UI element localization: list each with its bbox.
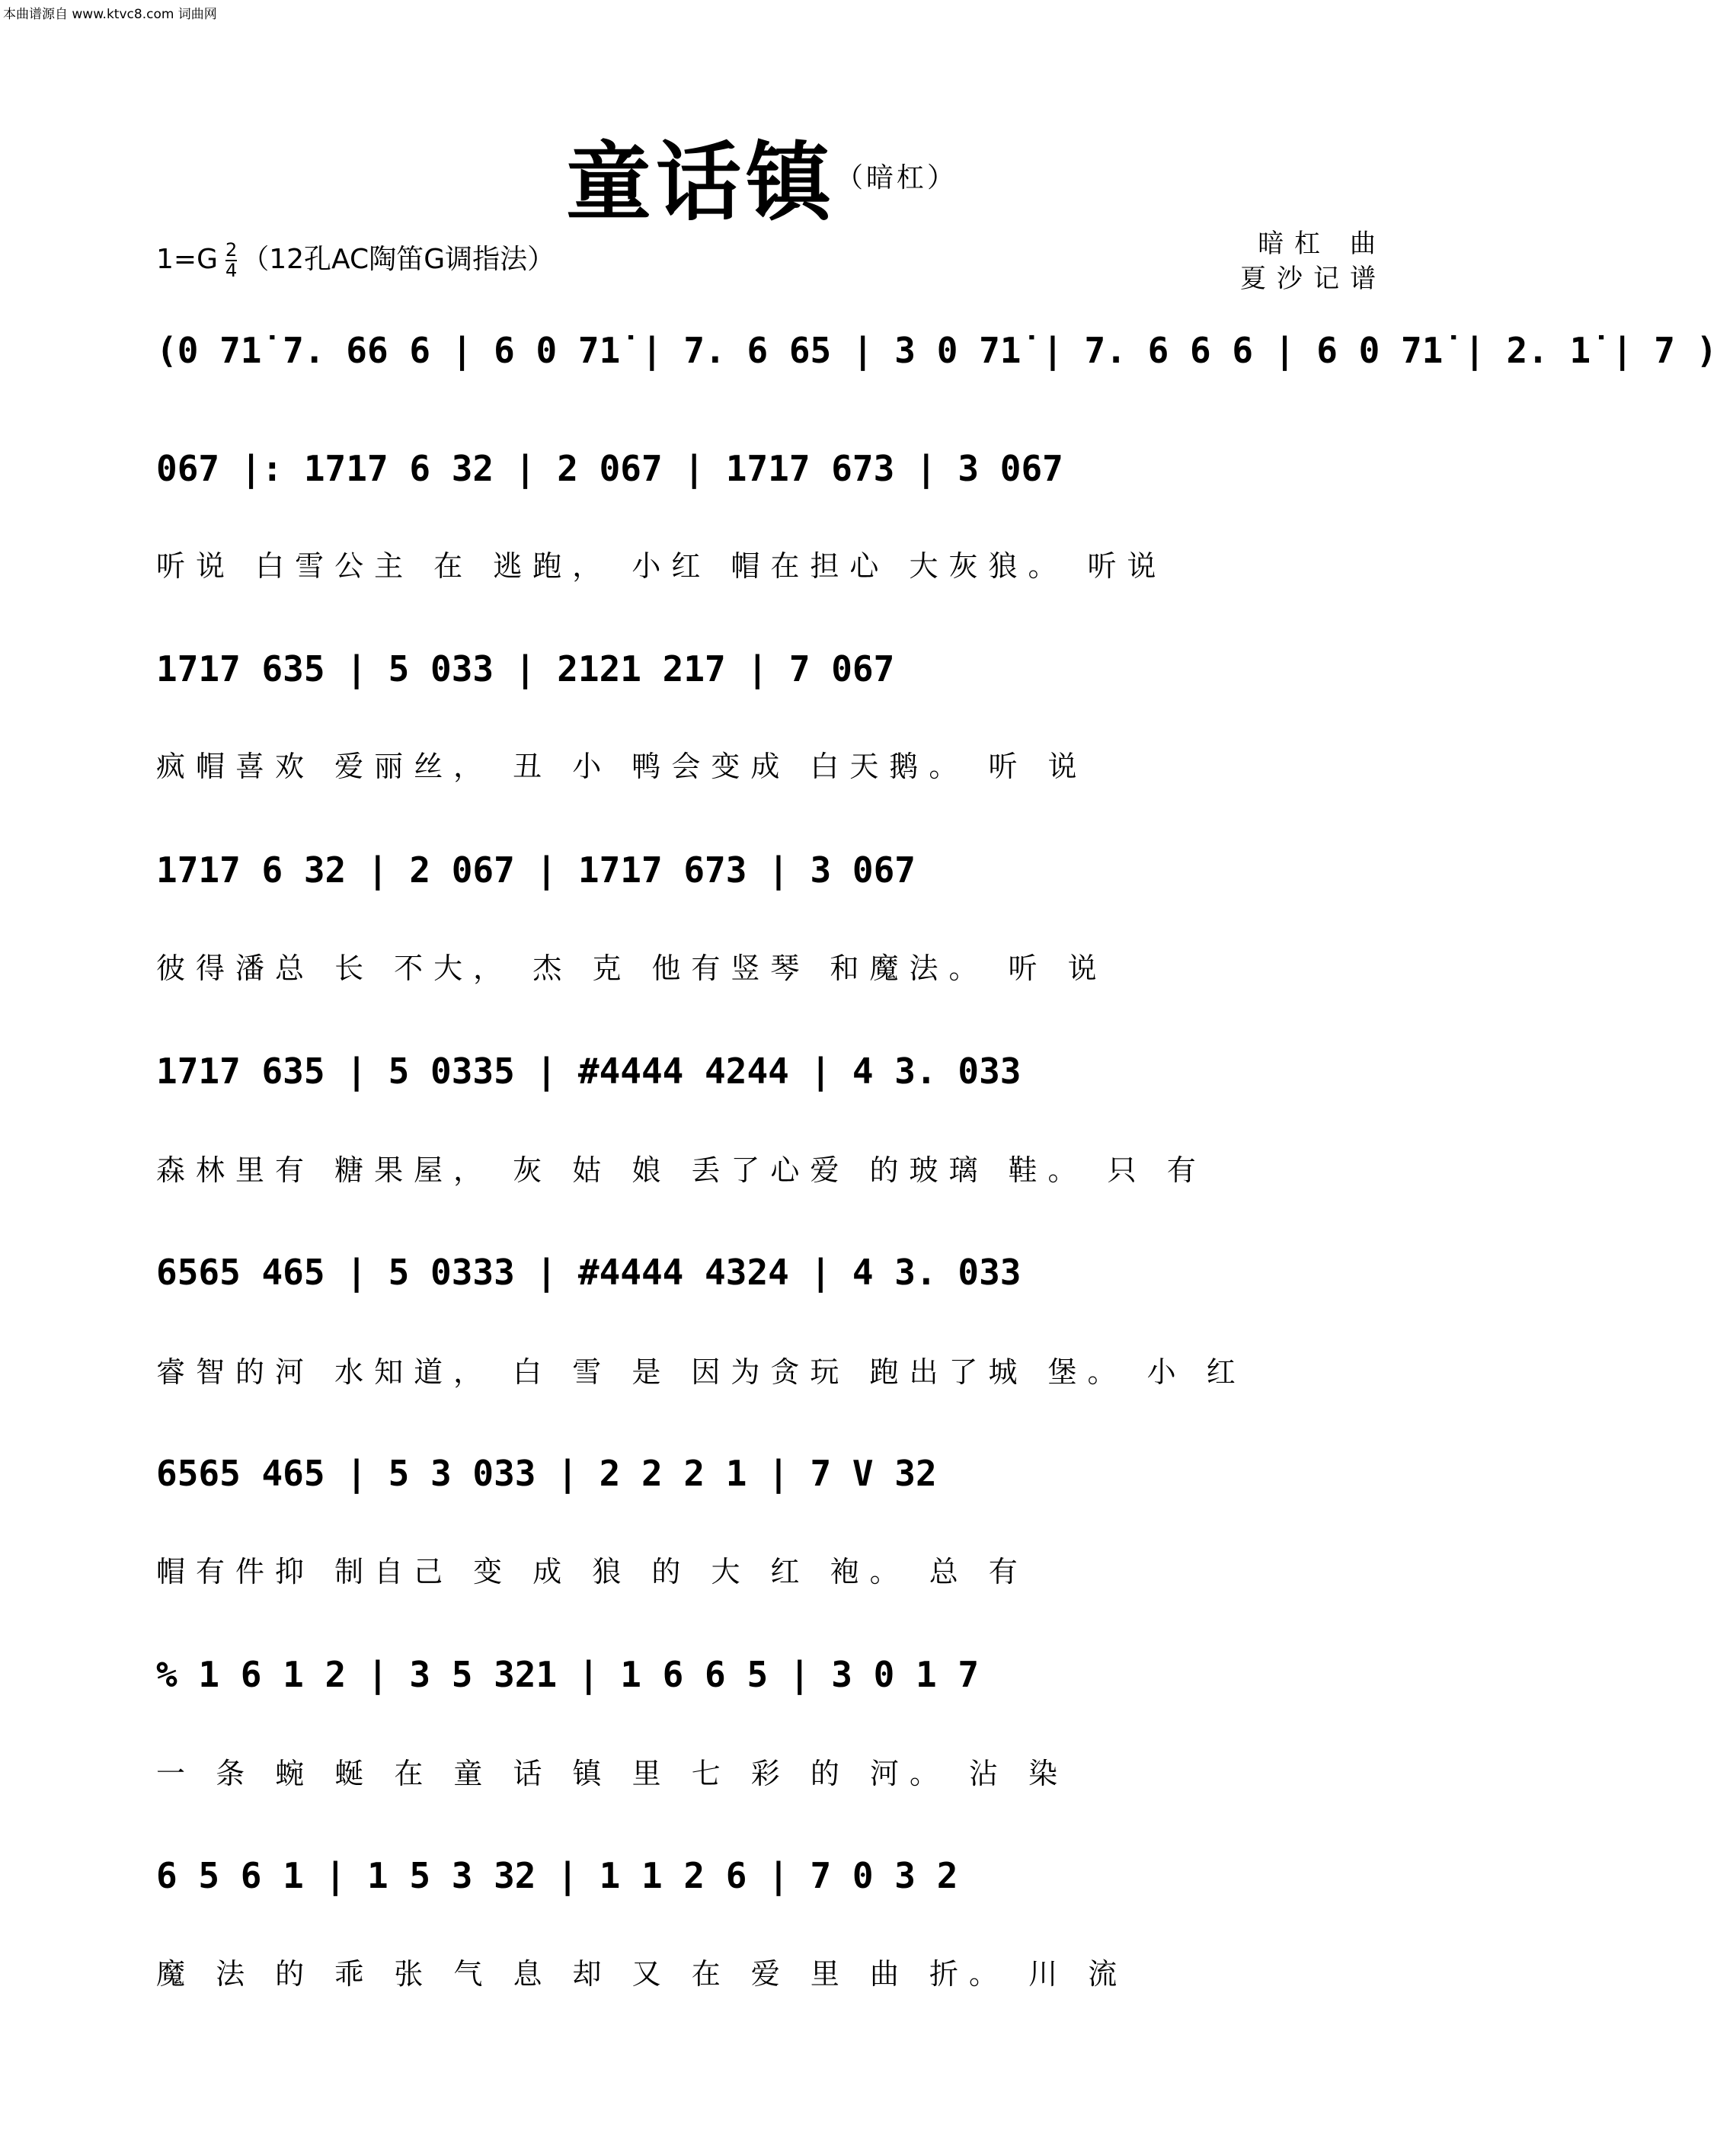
notation-line: (0 71̇ 7. 66 6 | 6 0 71̇ | 7. 6 65 | 3 0 71̇ | 7. 6 6 6 | 6 0 71̇ | 2. 1̇ | 7 ) bbox=[156, 330, 1717, 371]
notation-line: 6 5 6 1 | 1 5 3 32 | 1 1 2 6 | 7 0 3 2 bbox=[156, 1855, 958, 1896]
page-subtitle: （暗杠） bbox=[835, 162, 958, 194]
notation-line: 6565 465 | 5 3 033 | 2 2 2 1 | 7 V 32 bbox=[156, 1453, 937, 1494]
source-watermark: 本曲谱源自 www.ktvc8.com 词曲网 bbox=[3, 7, 217, 22]
instrument-note: （12孔AC陶笛G调指法） bbox=[241, 244, 555, 275]
lyrics-line: 帽有件抑 制自己 变 成 狼 的 大 红 袍。 总 有 bbox=[156, 1555, 1028, 1588]
staff-row-9 bbox=[156, 1853, 1386, 1898]
staff-row-8 bbox=[156, 1652, 1386, 1697]
notation-line: 1717 6 32 | 2 067 | 1717 673 | 3 067 bbox=[156, 849, 916, 891]
notation-line: 6565 465 | 5 0333 | #4444 4324 | 4 3. 033 bbox=[156, 1252, 1022, 1293]
staff-row-1 bbox=[156, 328, 1717, 373]
key-signature-line bbox=[156, 238, 555, 280]
staff-row-2 bbox=[156, 446, 1386, 491]
lyrics-line: 睿智的河 水知道， 白 雪 是 因为贪玩 跑出了城 堡。 小 红 bbox=[156, 1355, 1246, 1389]
notation-line: 1717 635 | 5 0335 | #4444 4244 | 4 3. 033 bbox=[156, 1051, 1022, 1092]
notation-line: 1717 635 | 5 033 | 2121 217 | 7 067 bbox=[156, 648, 895, 689]
staff-row-3 bbox=[156, 646, 1386, 692]
lyrics-line: 森林里有 糖果屋， 灰 姑 娘 丢了心爱 的玻璃 鞋。 只 有 bbox=[156, 1153, 1207, 1187]
lyrics-line: 听说 白雪公主 在 逃跑， 小红 帽在担心 大灰狼。 听说 bbox=[156, 549, 1167, 583]
key-signature: 1=G bbox=[156, 244, 218, 275]
lyrics-line: 疯帽喜欢 爱丽丝， 丑 小 鸭会变成 白天鹅。 听 说 bbox=[156, 750, 1088, 783]
notation-line: 067 |: 1717 6 32 | 2 067 | 1717 673 | 3 067 bbox=[156, 448, 1063, 489]
title-block bbox=[0, 114, 1524, 237]
staff-row-5 bbox=[156, 1048, 1386, 1094]
lyrics-line: 彼得潘总 长 不大， 杰 克 他有竖琴 和魔法。 听 说 bbox=[156, 952, 1108, 985]
staff-row-6 bbox=[156, 1249, 1386, 1295]
time-signature: $\frac{2}{4}$ bbox=[225, 239, 238, 281]
notation-line: % 1 6 1 2 | 3 5 321 | 1 6 6 5 | 3 0 1 7 bbox=[156, 1654, 980, 1695]
composer-credit: 暗杠 曲 bbox=[1258, 229, 1386, 259]
page-title: 童话镇 bbox=[565, 133, 836, 232]
lyrics-line: 一 条 蜿 蜒 在 童 话 镇 里 七 彩 的 河。 沾 染 bbox=[156, 1757, 1069, 1790]
staff-row-7 bbox=[156, 1451, 1386, 1496]
staff-row-4 bbox=[156, 847, 1386, 893]
transcriber-credit: 夏沙记谱 bbox=[1240, 264, 1386, 294]
lyrics-line: 魔 法 的 乖 张 气 息 却 又 在 爱 里 曲 折。 川 流 bbox=[156, 1957, 1128, 1991]
